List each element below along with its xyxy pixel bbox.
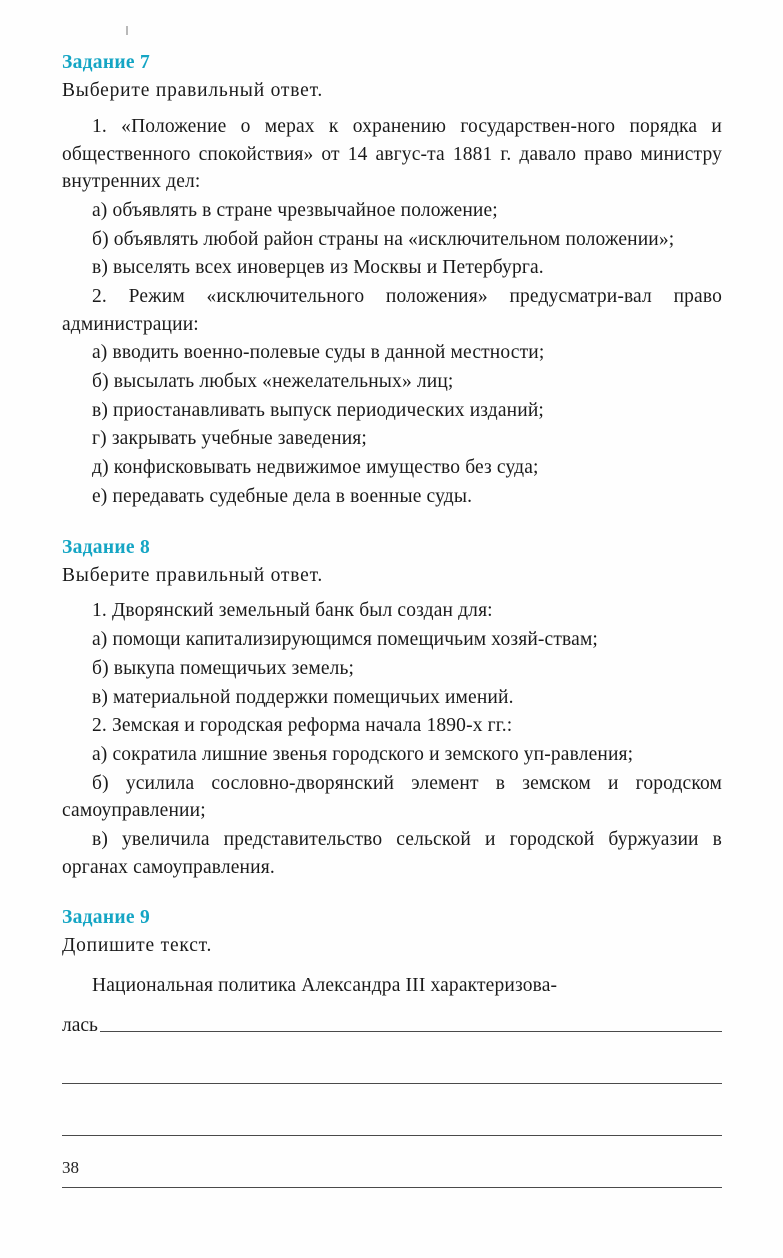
task-8-option-2v: в) увеличила представительство сельской и городской буржуазии в органах самоуправления. <box>62 828 722 878</box>
task-8-option-1v: в) материальной поддержки помещичьих имений. <box>92 686 514 708</box>
task-block-7 <box>62 52 722 511</box>
answer-rule-1[interactable] <box>100 1030 722 1032</box>
task-block-9 <box>62 907 722 1192</box>
task-7-option-2a: а) вводить военно-полевые суды в данной местности; <box>92 342 545 364</box>
task-8-option-2a: а) сократила лишние звенья городского и земского уп-равления; <box>92 743 634 765</box>
task-8-option-1a: а) помощи капитализирующимся помещичьим хозяй-ствам; <box>92 629 599 651</box>
task-8-option-2b: б) усилила сословно-дворянский элемент в земском и городском самоуправлении; <box>62 772 722 822</box>
answer-rule-2[interactable] <box>62 1082 722 1084</box>
task-8-question-1: 1. Дворянский земельный банк был создан для: <box>92 600 493 622</box>
task-7-option-2b: б) высылать любых «нежелательных» лиц; <box>92 371 454 393</box>
scan-artifact <box>126 26 128 35</box>
task-7-option-1a: а) объявлять в стране чрезвычайное положение; <box>92 199 498 221</box>
answer-line-1[interactable] <box>62 1014 722 1036</box>
task-7-option-1v: в) выселять всех иноверцев из Москвы и Петербурга. <box>92 257 544 279</box>
page-content <box>62 52 722 1222</box>
task-instruction-8: Выберите правильный ответ. <box>62 564 324 586</box>
task-7-question-2: 2. Режим «исключительного положения» предусматри-вал право администрации: <box>62 286 722 335</box>
task-7-option-2e: е) передавать судебные дела в военные суды. <box>92 485 473 507</box>
task-7-option-2d: д) конфисковывать недвижимое имущество без суда; <box>92 457 539 479</box>
task-7-option-2g: г) закрывать учебные заведения; <box>92 428 367 450</box>
task-block-8 <box>62 537 722 882</box>
task-instruction-9: Допишите текст. <box>62 935 213 957</box>
task-8-option-1b: б) выкупа помещичьих земель; <box>92 657 355 679</box>
page-number: 38 <box>62 1158 79 1177</box>
task-heading-8: Задание 8 <box>62 536 151 558</box>
answer-line-1-prefix: лась <box>62 1015 98 1037</box>
task-7-question-1: 1. «Положение о мерах к охранению государствен-ного порядка и общественного спокойствия» от 14 авгус-та 1881 г. давало право министру внутренних дел: <box>62 115 722 193</box>
answer-rule-4[interactable] <box>62 1186 722 1188</box>
task-heading-9: Задание 9 <box>62 907 151 929</box>
answer-line-4[interactable] <box>62 1170 722 1192</box>
answer-line-3[interactable] <box>62 1118 722 1140</box>
task-8-question-2: 2. Земская и городская реформа начала 1890-х гг.: <box>92 715 513 737</box>
task-7-option-1b: б) объявлять любой район страны на «исключительном положении»; <box>92 228 675 250</box>
answer-fill-lines <box>62 1014 722 1192</box>
answer-rule-3[interactable] <box>62 1134 722 1136</box>
task-instruction-7: Выберите правильный ответ. <box>62 80 324 101</box>
answer-line-2[interactable] <box>62 1066 722 1088</box>
task-9-text-start: Национальная политика Александра III характеризова- <box>92 975 558 997</box>
task-7-option-2v: в) приостанавливать выпуск периодических изданий; <box>92 399 544 421</box>
task-heading-7: Задание 7 <box>62 52 151 73</box>
